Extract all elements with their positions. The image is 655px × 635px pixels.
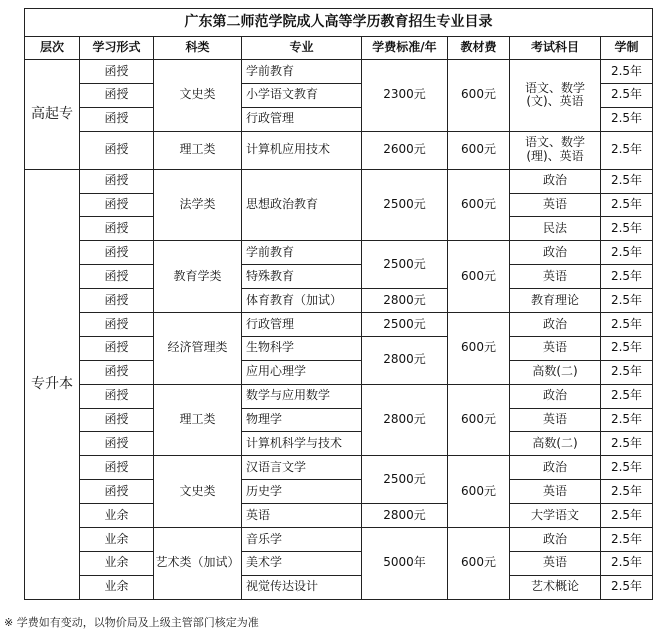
- mode-cell: 业余: [80, 575, 154, 599]
- table-row: [25, 336, 653, 360]
- footnote: ※ 学费如有变动，以物价局及上级主管部门核定为准: [4, 616, 259, 629]
- fee-cell: 2500元: [362, 241, 448, 289]
- table-row: [25, 432, 653, 456]
- major-cell: 行政管理: [242, 313, 362, 337]
- level-cell: 高起专: [25, 60, 80, 170]
- major-cell: 应用心理学: [242, 360, 362, 384]
- duration-cell: 2.5年: [601, 408, 653, 432]
- exam-cell: 高数(二): [510, 432, 601, 456]
- fee-cell: 2800元: [362, 289, 448, 313]
- exam-cell: 大学语文: [510, 504, 601, 528]
- exam-cell: 民法: [510, 217, 601, 241]
- exam-cell: 政治: [510, 241, 601, 265]
- header-exam: 考试科目: [510, 37, 601, 60]
- table-row: [25, 575, 653, 599]
- duration-cell: 2.5年: [601, 551, 653, 575]
- mode-cell: 函授: [80, 217, 154, 241]
- book-fee-cell: 600元: [448, 384, 510, 456]
- mode-cell: 函授: [80, 313, 154, 337]
- exam-cell: 英语: [510, 408, 601, 432]
- duration-cell: 2.5年: [601, 193, 653, 217]
- table-row: [25, 313, 653, 337]
- table-row: [25, 480, 653, 504]
- duration-cell: 2.5年: [601, 241, 653, 265]
- fee-cell: 5000年: [362, 528, 448, 600]
- table-row: [25, 551, 653, 575]
- table-row: [25, 504, 653, 528]
- category-cell: 理工类: [154, 131, 242, 169]
- duration-cell: 2.5年: [601, 131, 653, 169]
- category-cell: 法学类: [154, 169, 242, 241]
- fee-cell: 2800元: [362, 336, 448, 384]
- book-fee-cell: 600元: [448, 60, 510, 132]
- table-row: [25, 528, 653, 552]
- duration-cell: 2.5年: [601, 83, 653, 107]
- level-cell: 专升本: [25, 169, 80, 599]
- major-cell: 行政管理: [242, 107, 362, 131]
- fee-cell: 2600元: [362, 131, 448, 169]
- duration-cell: 2.5年: [601, 265, 653, 289]
- exam-line: (理)、英语: [526, 149, 584, 164]
- category-cell: 文史类: [154, 60, 242, 132]
- book-fee-cell: 600元: [448, 131, 510, 169]
- header-fee: 学费标准/年: [362, 37, 448, 60]
- mode-cell: 函授: [80, 289, 154, 313]
- major-cell: 特殊教育: [242, 265, 362, 289]
- mode-cell: 业余: [80, 551, 154, 575]
- exam-cell: 政治: [510, 313, 601, 337]
- mode-cell: 函授: [80, 131, 154, 169]
- exam-cell: 艺术概论: [510, 575, 601, 599]
- mode-cell: 函授: [80, 384, 154, 408]
- header-duration: 学制: [601, 37, 653, 60]
- mode-cell: 函授: [80, 265, 154, 289]
- header-book-fee: 教材费: [448, 37, 510, 60]
- major-cell: 数学与应用数学: [242, 384, 362, 408]
- table-row: [25, 241, 653, 265]
- major-cell: 生物科学: [242, 336, 362, 360]
- major-cell: 体育教育（加试）: [242, 289, 362, 313]
- exam-cell: 政治: [510, 384, 601, 408]
- duration-cell: 2.5年: [601, 528, 653, 552]
- fee-cell: 2300元: [362, 60, 448, 132]
- mode-cell: 函授: [80, 456, 154, 480]
- major-cell: 计算机科学与技术: [242, 432, 362, 456]
- duration-cell: 2.5年: [601, 480, 653, 504]
- duration-cell: 2.5年: [601, 217, 653, 241]
- exam-cell: 英语: [510, 265, 601, 289]
- major-cell: 美术学: [242, 551, 362, 575]
- fee-cell: 2800元: [362, 384, 448, 456]
- exam-line: (文)、英语: [526, 94, 584, 109]
- major-cell: 汉语言文学: [242, 456, 362, 480]
- duration-cell: 2.5年: [601, 313, 653, 337]
- fee-cell: 2500元: [362, 456, 448, 504]
- mode-cell: 函授: [80, 480, 154, 504]
- major-cell: 学前教育: [242, 60, 362, 84]
- table-row: [25, 408, 653, 432]
- book-fee-cell: 600元: [448, 169, 510, 241]
- exam-cell: [510, 131, 601, 169]
- duration-cell: 2.5年: [601, 289, 653, 313]
- header-row: [25, 37, 653, 60]
- major-cell: 音乐学: [242, 528, 362, 552]
- duration-cell: 2.5年: [601, 504, 653, 528]
- header-category: 科类: [154, 37, 242, 60]
- exam-cell: 英语: [510, 551, 601, 575]
- exam-cell: 英语: [510, 193, 601, 217]
- fee-cell: 2500元: [362, 169, 448, 241]
- category-cell: 文史类: [154, 456, 242, 528]
- mode-cell: 函授: [80, 408, 154, 432]
- table-row: [25, 169, 653, 193]
- category-cell: 经济管理类: [154, 313, 242, 385]
- header-level: 层次: [25, 37, 80, 60]
- table-row: [25, 60, 653, 84]
- exam-line: 语文、数学: [524, 80, 585, 95]
- exam-cell: 高数(二): [510, 360, 601, 384]
- exam-cell: 英语: [510, 336, 601, 360]
- exam-cell: 政治: [510, 528, 601, 552]
- book-fee-cell: 600元: [448, 313, 510, 385]
- major-cell: 英语: [242, 504, 362, 528]
- exam-cell: 教育理论: [510, 289, 601, 313]
- duration-cell: 2.5年: [601, 107, 653, 131]
- major-catalog-table: [24, 8, 653, 600]
- exam-cell: 政治: [510, 456, 601, 480]
- major-cell: 历史学: [242, 480, 362, 504]
- category-cell: 教育学类: [154, 241, 242, 313]
- major-cell: 物理学: [242, 408, 362, 432]
- mode-cell: 业余: [80, 528, 154, 552]
- mode-cell: 函授: [80, 107, 154, 131]
- duration-cell: 2.5年: [601, 384, 653, 408]
- table-row: [25, 384, 653, 408]
- duration-cell: 2.5年: [601, 360, 653, 384]
- mode-cell: 函授: [80, 169, 154, 193]
- major-cell: 计算机应用技术: [242, 131, 362, 169]
- book-fee-cell: 600元: [448, 456, 510, 528]
- exam-cell: 英语: [510, 480, 601, 504]
- mode-cell: 函授: [80, 83, 154, 107]
- duration-cell: 2.5年: [601, 336, 653, 360]
- table-row: [25, 289, 653, 313]
- table-row: [25, 456, 653, 480]
- fee-cell: 2500元: [362, 313, 448, 337]
- mode-cell: 函授: [80, 60, 154, 84]
- mode-cell: 函授: [80, 241, 154, 265]
- category-cell: 艺术类（加试）: [154, 528, 242, 600]
- mode-cell: 函授: [80, 432, 154, 456]
- header-mode: 学习形式: [80, 37, 154, 60]
- header-major: 专业: [242, 37, 362, 60]
- duration-cell: 2.5年: [601, 575, 653, 599]
- mode-cell: 函授: [80, 336, 154, 360]
- exam-line: 语文、数学: [524, 135, 585, 150]
- major-cell: 视觉传达设计: [242, 575, 362, 599]
- book-fee-cell: 600元: [448, 528, 510, 600]
- category-cell: 理工类: [154, 384, 242, 456]
- major-cell: 学前教育: [242, 241, 362, 265]
- table-row: [25, 265, 653, 289]
- exam-cell: 政治: [510, 169, 601, 193]
- duration-cell: 2.5年: [601, 456, 653, 480]
- major-cell: 小学语文教育: [242, 83, 362, 107]
- table-row: [25, 360, 653, 384]
- book-fee-cell: 600元: [448, 241, 510, 313]
- table-title: 广东第二师范学院成人高等学历教育招生专业目录: [25, 9, 653, 37]
- mode-cell: 函授: [80, 360, 154, 384]
- major-cell: 思想政治教育: [242, 169, 362, 241]
- duration-cell: 2.5年: [601, 432, 653, 456]
- duration-cell: 2.5年: [601, 60, 653, 84]
- mode-cell: 业余: [80, 504, 154, 528]
- mode-cell: 函授: [80, 193, 154, 217]
- fee-cell: 2800元: [362, 504, 448, 528]
- table-row: [25, 131, 653, 169]
- exam-cell: [510, 60, 601, 132]
- duration-cell: 2.5年: [601, 169, 653, 193]
